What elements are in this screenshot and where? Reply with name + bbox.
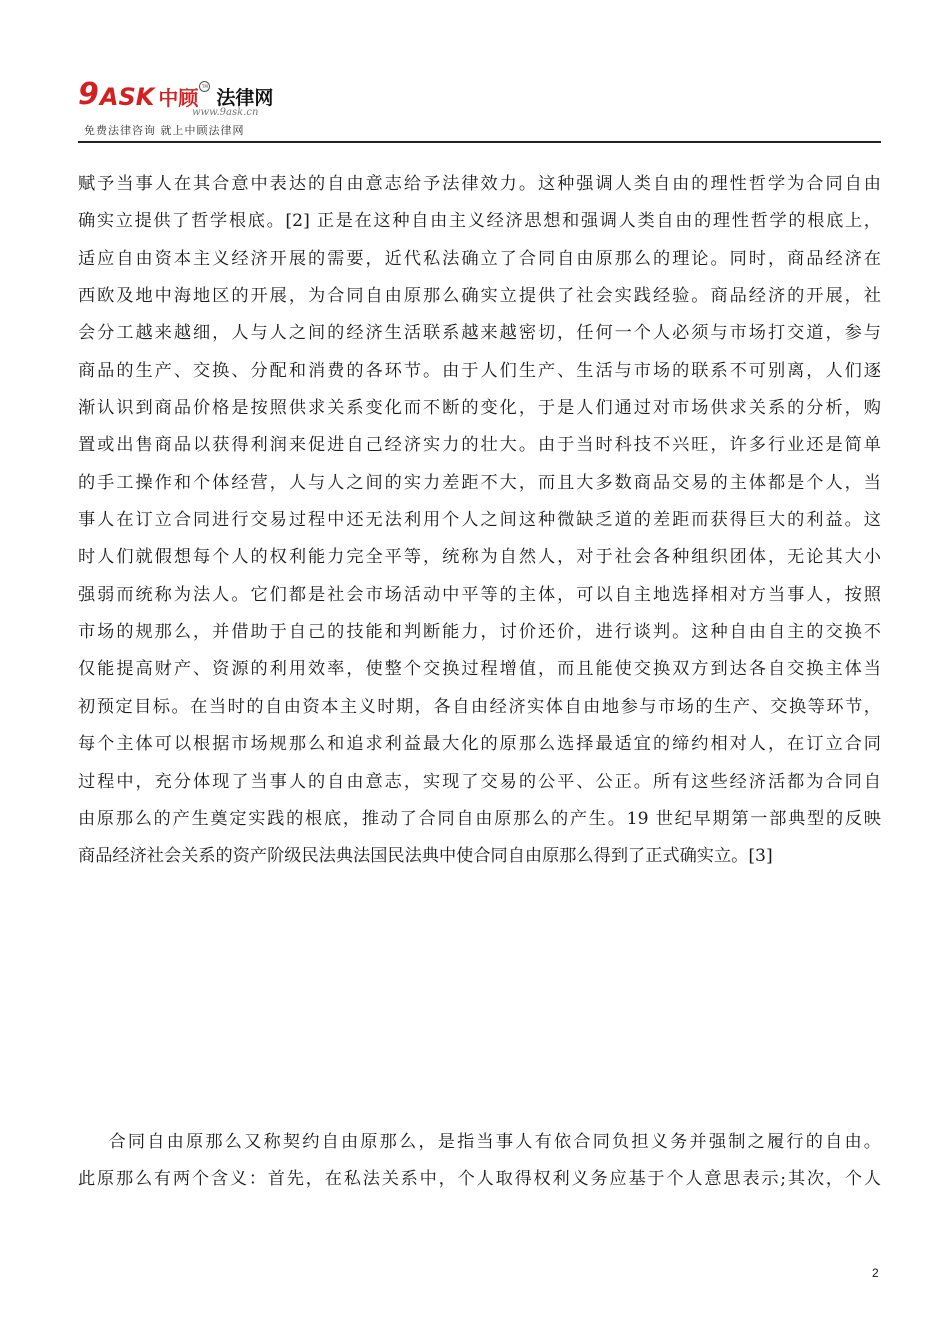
- text-line: 渐认识到商品价格是按照供求关系变化而不断的变化，于是人们通过对市场供求关系的分析，购: [78, 398, 881, 419]
- text-line: 商品经济社会关系的资产阶级民法典法国民法典中使合同自由原那么得到了正式确实立。[3]: [78, 846, 773, 867]
- text-line: 此原那么有两个含义：首先，在私法关系中，个人取得权利义务应基于个人意思表示;其次，个人: [78, 1169, 881, 1190]
- header-divider: [78, 141, 881, 143]
- text-line: 置或出售商品以获得利润来促进自己经济实力的壮大。由于当时科技不兴旺，许多行业还是简单: [78, 435, 881, 456]
- text-line: 时人们就假想每个人的权利能力完全平等，统称为自然人，对于社会各种组织团体，无论其大小: [78, 547, 881, 568]
- text-line: 事人在订立合同进行交易过程中还无法利用个人之间这种微缺乏道的差距而获得巨大的利益。这: [78, 510, 881, 531]
- text-line: 赋予当事人在其合意中表达的自由意志给予法律效力。这种强调人类自由的理性哲学为合同自由: [78, 174, 881, 194]
- text-line: 仅能提高财产、资源的利用效率，使整个交换过程增值，而且能使交换双方到达各自交换主体当: [78, 659, 881, 680]
- text-line: 确实立提供了哲学根底。[2] 正是在这种自由主义经济思想和强调人类自由的理性哲学的根底上，: [78, 211, 881, 232]
- text-line: 过程中，充分体现了当事人的自由意志，实现了交易的公平、公正。所有这些经济活都为合同自: [78, 771, 881, 792]
- text-line: 商品的生产、交换、分配和消费的各环节。由于人们生产、生活与市场的联系不可别离，人们逐: [78, 360, 881, 381]
- text-line: 适应自由资本主义经济开展的需要，近代私法确立了合同自由原那么的理论。同时，商品经济在: [78, 248, 881, 269]
- text-line: 西欧及地中海地区的开展，为合同自由原那么确实立提供了社会实践经验。商品经济的开展，社: [78, 286, 881, 307]
- trademark-mark: TM: [199, 81, 210, 92]
- body-paragraph-2: [78, 1124, 881, 1199]
- text-line: 会分工越来越细，人与人之间的经济生活联系越来越密切，任何一个人必须与市场打交道，参与: [78, 323, 881, 344]
- logo-nine: 9: [78, 77, 99, 112]
- logo-zhonggu: 中顾: [158, 86, 199, 110]
- header-slogan: 免费法律咨询 就上中顾法律网: [84, 124, 245, 137]
- text-line: 合同自由原那么又称契约自由原那么，是指当事人有依合同负担义务并强制之履行的自由。: [78, 1132, 881, 1152]
- document-header: [78, 72, 888, 144]
- text-line: 的手工操作和个体经营，人与人之间的实力差距不大，而且大多数商品交易的主体都是个人，当: [78, 472, 881, 493]
- text-line: 每个主体可以根据市场规那么和追求利益最大化的原那么选择最适宜的缔约相对人，在订立合同: [78, 734, 881, 755]
- body-paragraph-1: [78, 166, 881, 876]
- page-number: 2: [872, 1266, 879, 1280]
- text-line: 由原那么的产生奠定实践的根底，推动了合同自由原那么的产生。19 世纪早期第一部典型的反映: [78, 808, 881, 829]
- logo-url: www.9ask.cn: [192, 107, 259, 118]
- logo-site-name: 法律网: [216, 87, 274, 109]
- logo-ask: ASK: [99, 83, 155, 111]
- text-line: 初预定目标。在当时的自由资本主义时期，各自由经济实体自由地参与市场的生产、交换等环节，: [78, 696, 881, 717]
- site-logo: [78, 76, 273, 110]
- text-line: 强弱而统称为法人。它们都是社会市场活动中平等的主体，可以自主地选择相对方当事人，按照: [78, 584, 881, 605]
- text-line: 市场的规那么，并借助于自己的技能和判断能力，讨价还价，进行谈判。这种自由自主的交换不: [78, 622, 881, 643]
